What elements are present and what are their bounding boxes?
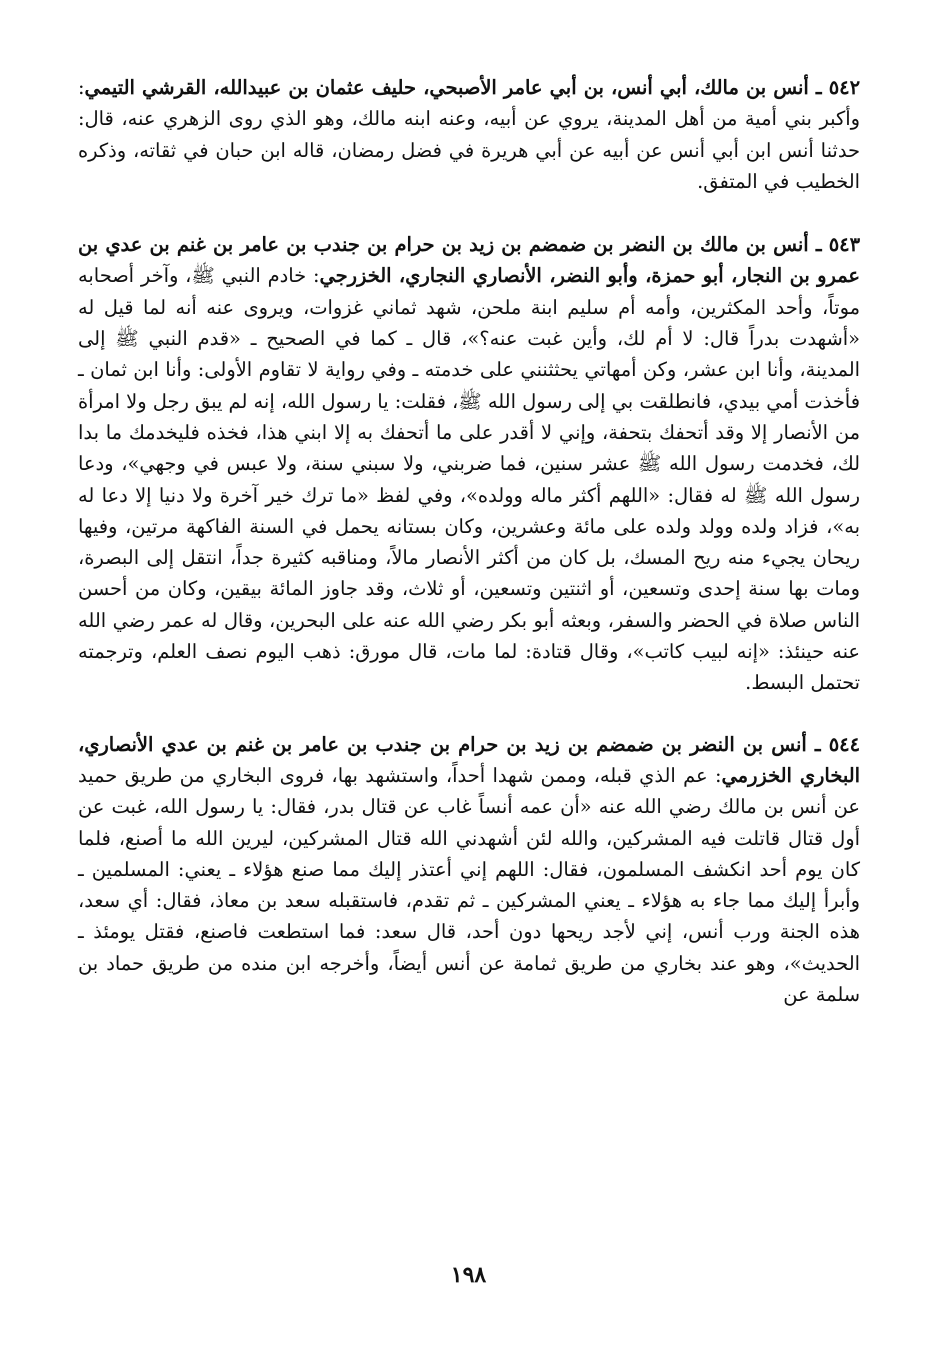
page-text [78, 72, 860, 1010]
entry-heading: ٥٤٤ ـ أنس بن النضر بن ضمضم بن زيد بن حرام بن جندب بن عامر بن غنم بن عدي الأنصاري، البخاري الخزرمي [78, 732, 860, 787]
entry-heading: ٥٤٢ ـ أنس بن مالك، أبي أنس، بن أبي عامر الأصبحي، حليف عثمان بن عبيدالله، القرشي التيمي [84, 76, 860, 99]
entry-body: : وأكبر بني أمية من أهل المدينة، يروي عن أبيه، وعنه ابنه مالك، وهو الذي روى الزهري عنه، قال: حدثنا أنس ابن أبي أنس عن أبيه عن أبي هريرة في فضل رمضان، قاله ابن حبان في ثقاته، وذكره الخطيب في المتفق. [78, 76, 860, 193]
entry-544 [78, 729, 860, 1011]
entry-542 [78, 72, 860, 197]
entry-heading: ٥٤٣ ـ أنس بن مالك بن النضر بن ضمضم بن زيد بن حرام بن جندب بن عامر بن غنم بن عدي بن عمرو بن النجار، أبو حمزة، وأبو النضر، الأنصاري النجاري، الخزرجي [78, 233, 860, 288]
entry-body: : خادم النبي ﷺ، وآخر أصحابه موتاً، وأحد المكثرين، وأمه أم سليم ابنة ملحن، شهد ثماني غزوات، ويروى عنه أنه لما قيل له «أشهدت بدراً قال: لا أم لك، وأين غبت عنه؟»، قال ـ كما في الصحيح ـ «قدم النبي ﷺ إلى المدينة، وأنا ابن عشر، وكن أمهاتي يحثثنني على خدمته ـ وفي رواية لا تقاوم الأولى: وأنا ابن ثمان ـ فأخذت أمي بيدي، فانطلقت بي إلى رسول الله ﷺ، فقلت: يا رسول الله، إنه لم يبق رجل ولا امرأة من الأنصار إلا وقد أتحفك بتحفة، وإني لا أقدر على ما أتحفك به إلا ابني هذا، فخذه فليخدمك ما بدا لك، فخدمت رسول الله ﷺ عشر سنين، فما ضربني، ولا سبني سنة، ولا عبس في وجهي»، ودعا رسول الله ﷺ له فقال: «اللهم أكثر ماله وولده»، وفي لفظ «ما ترك خير آخرة ولا دنيا إلا دعا له به»، فزاد ولده وولد ولده على مائة وعشرين، وكان بستانه يحمل في السنة الفاكهة مرتين، وفيها ريحان يجيء منه ريح المسك، بل كان من أكثر الأنصار مالاً، ومناقبه كثيرة جداً، انتقل إلى البصرة، ومات بها سنة إحدى وتسعين، أو اثنتين وتسعين، أو ثلاث، وقد جاوز المائة بيقين، وكان من أحسن الناس صلاة في الحضر والسفر، وبعثه أبو بكر رضي الله عنه على البحرين، وقال له عمر رضي الله عنه حينئذ: «إنه لبيب كاتب»، وقال قتادة: لما مات، قال مورق: ذهب اليوم نصف العلم، وترجمته تحتمل البسط. [78, 264, 860, 695]
entry-body: : عم الذي قبله، وممن شهدا أحداً، واستشهد بها، فروى البخاري من طريق حميد عن أنس بن مالك رضي الله عنه «أن عمه أنساً غاب عن قتال بدر، فقال: يا رسول الله، غبت عن أول قتال قاتلت فيه المشركين، والله لئن أشهدني الله قتال المشركين، ليرين الله ما أصنع، فلما كان يوم أحد انكشف المسلمون، فقال: اللهم إني أعتذر إليك مما صنع هؤلاء ـ يعني: المسلمين ـ وأبرأ إليك مما جاء به هؤلاء ـ يعني المشركين ـ ثم تقدم، فاستقبله سعد بن معاذ، فقال: أي سعد، هذه الجنة ورب أنس، إني لأجد ريحها دون أحد، قال سعد: فما استطعت فاصنع، فقتل يومئذ ـ الحديث»، وهو عند بخاري من طريق ثمامة عن أنس أيضاً، وأخرجه ابن منده من طريق حماد بن سلمة عن [78, 763, 860, 1007]
page-number: ١٩٨ [450, 1262, 487, 1288]
entry-543 [78, 229, 860, 698]
